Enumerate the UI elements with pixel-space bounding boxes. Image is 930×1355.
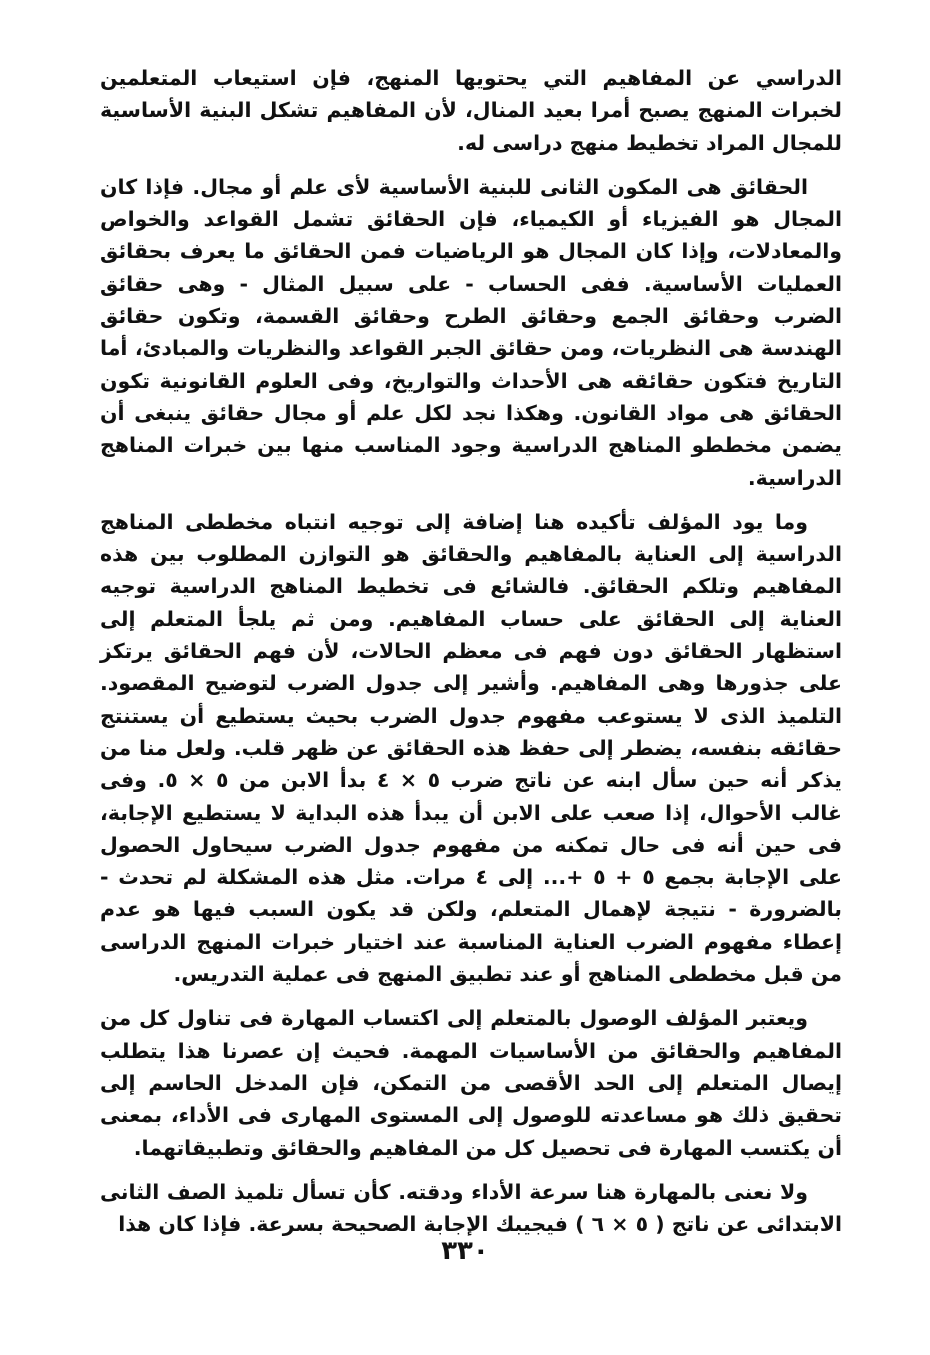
paragraph-balance: وما يود المؤلف تأكيده هنا إضافة إلى توجيه انتباه مخططى المناهج الدراسية إلى العناية بالمفاهيم والحقائق هو التوازن المطلوب بين هذه المفاهيم وتلكم الحقائق. فالشائع فى تخطيط المناهج الدراسية توجيه العناية إلى الحقائق على حساب المفاهيم. ومن ثم يلجأ المتعلم إلى استظهار الحقائق دون فهم فى معظم الحالات، لأن فهم الحقائق يرتكز على جذورها وهى المفاهيم. وأشير إلى جدول الضرب لتوضيح المقصود. التلميذ الذى لا يستوعب مفهوم جدول الضرب بحيث يستطيع أن يستنتج حقائقه بنفسه، يضطر إلى حفظ هذه الحقائق عن ظهر قلب. ولعل منا من يذكر أنه حين سأل ابنه عن ناتج ضرب ٥ × ٤ بدأ الابن من ٥ × ٥. وفى غالب الأحوال، إذا صعب على الابن أن يبدأ هذه البداية لا يستطيع الإجابة، فى حين أنه فى حال تمكنه من مفهوم جدول الضرب سيحاول الحصول على الإجابة بجمع ٥ + ٥ +... إلى ٤ مرات. مثل هذه المشكلة لم تحدث - بالضرورة - نتيجة لإهمال المتعلم، ولكن قد يكون السبب فيها هو عدم إعطاء مفهوم الضرب العناية المناسبة عند اختيار خبرات المنهج الدراسى من قبل مخططى المناهج أو عند تطبيق المنهج فى عملية التدريس. xyxy=(100,509,843,987)
page-number: ٣٣٠ xyxy=(441,1236,489,1266)
paragraph-facts: الحقائق هى المكون الثانى للبنية الأساسية لأى علم أو مجال. فإذا كان المجال هو الفيزياء أو الكيمياء، فإن الحقائق تشمل القواعد والخواص والمعادلات، وإذا كان المجال هو الرياضيات فمن الحقائق ما يعرف بحقائق العمليات الأساسية. ففى الحساب - على سبيل المثال - وهى حقائق الضرب وحقائق الجمع وحقائق الطرح وحقائق القسمة، وتكون حقائق الهندسة هى النظريات، ومن حقائق الجبر القواعد والنظريات والمبادئ، أما التاريخ فتكون حقائقه هى الأحداث والتواريخ، وفى العلوم القانونية تكون الحقائق هى مواد القانون. وهكذا نجد لكل علم أو مجال حقائق ينبغى أن يضمن مخططو المناهج الدراسية وجود المناسب منها بين خبرات المناهج الدراسية. xyxy=(100,174,842,490)
page-body xyxy=(100,62,842,1252)
paragraph-concepts-continued: الدراسي عن المفاهيم التي يحتويها المنهج، فإن استيعاب المتعلمين لخبرات المنهج يصبح أمرا بعيد المنال، لأن المفاهيم تشكل البنية الأساسية للمجال المراد تخطيط منهج دراسى له. xyxy=(100,66,842,155)
paragraph-skill-meaning: ولا نعنى بالمهارة هنا سرعة الأداء ودقته. كأن تسأل تلميذ الصف الثانى الابتدائى عن ناتج ( ٥ × ٦ ) فيجيبك الإجابة الصحيحة بسرعة. فإذا كان هذا xyxy=(100,1179,842,1237)
paragraph-skill: ويعتبر المؤلف الوصول بالمتعلم إلى اكتساب المهارة فى تناول كل من المفاهيم والحقائق من الأساسيات المهمة. فحيث إن عصرنا هذا يتطلب إيصال المتعلم إلى الحد الأقصى من التمكن، فإن المدخل الحاسم إلى تحقيق ذلك هو مساعدته للوصول إلى المستوى المهارى فى الأداء، بمعنى أن يكتسب المهارة فى تحصيل كل من المفاهيم والحقائق وتطبيقاتهما. xyxy=(100,1006,842,1160)
